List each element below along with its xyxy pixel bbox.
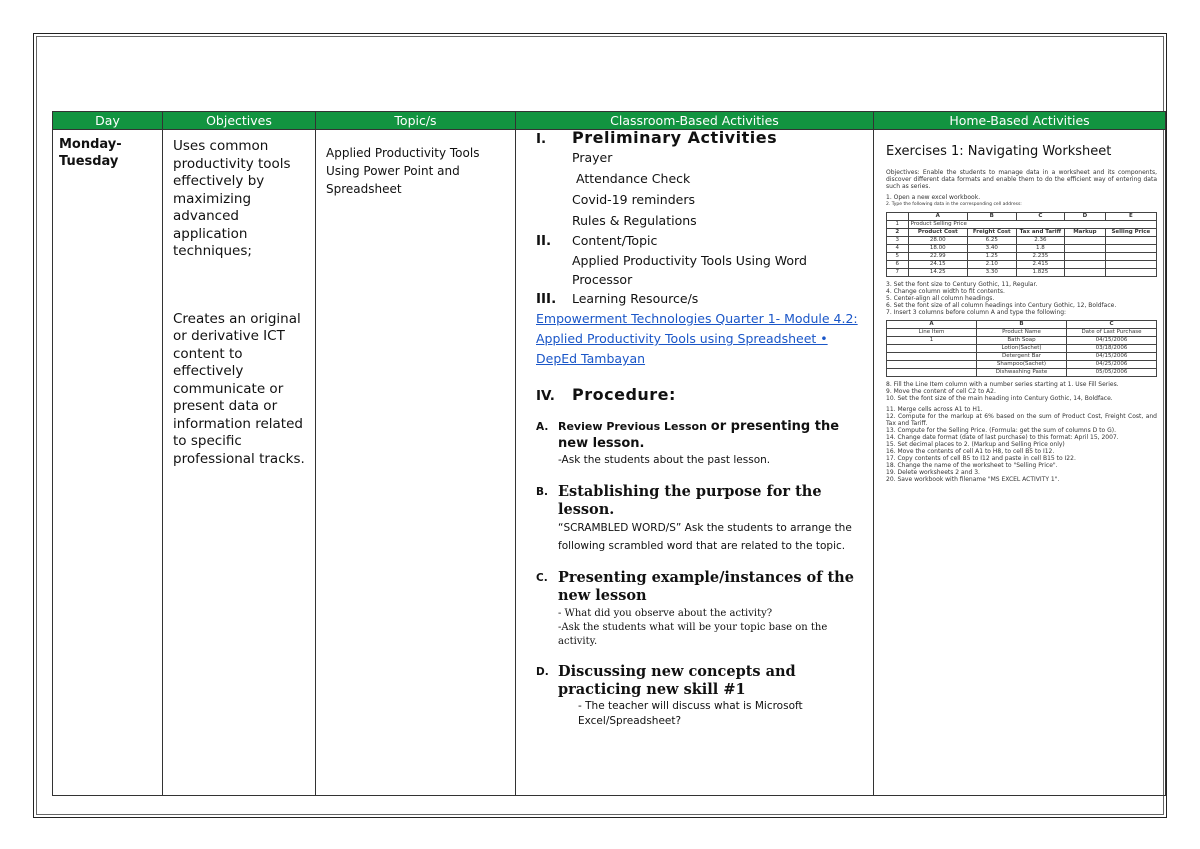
- procedure-b-text: “SCRAMBLED WORD/S” Ask the students to arrange the following scrambled word that are related to the topic.: [558, 522, 852, 552]
- table-cell: Product Name: [977, 329, 1067, 337]
- table-row: [887, 229, 1157, 237]
- procedure-d-text: - The teacher will discuss what is Microsoft Excel/Spreadsheet?: [578, 700, 803, 727]
- table-cell: 2.10: [967, 261, 1016, 269]
- section-3-number: III.: [536, 291, 557, 307]
- procedure-a: [536, 418, 863, 469]
- section-2-number: II.: [536, 233, 552, 249]
- header-row: [53, 112, 1166, 130]
- list-item: Covid-19 reminders: [572, 192, 695, 207]
- topic-text: Applied Productivity Tools Using Power Point and Spreadsheet: [326, 146, 480, 196]
- table-row: [887, 237, 1157, 245]
- table-cell: 14.25: [908, 269, 967, 277]
- procedure-b: [536, 483, 863, 555]
- table-cell: 2.36: [1016, 237, 1065, 245]
- header-day: Day: [53, 112, 163, 130]
- exercise-body: [886, 169, 1157, 483]
- table-cell: 7: [887, 269, 909, 277]
- header-home: Home-Based Activities: [874, 112, 1166, 130]
- table-cell: 3: [887, 237, 909, 245]
- table-cell: 2: [887, 229, 909, 237]
- topic-cell: [316, 130, 516, 796]
- table-cell: 3.40: [967, 245, 1016, 253]
- procedure-c-text-1: - What did you observe about the activity?: [558, 608, 773, 619]
- worksheet-table-2: [886, 320, 1157, 377]
- table-cell: [887, 213, 909, 221]
- exercise-title: Exercises 1: Navigating Worksheet: [886, 144, 1112, 159]
- procedure-a-head: Review Previous Lesson: [558, 420, 707, 433]
- table-cell: 6.25: [967, 237, 1016, 245]
- section-2: [536, 231, 863, 251]
- table-cell: Tax and Tariff: [1016, 229, 1065, 237]
- table-row: [887, 245, 1157, 253]
- exercise-step: 14. Change date format (date of last purchase) to this format: April 15, 2007.: [886, 434, 1119, 441]
- procedure-a-text: -Ask the students about the past lesson.: [558, 454, 771, 466]
- table-row: [887, 269, 1157, 277]
- procedure-c-head: Presenting example/instances of the new lesson: [558, 569, 854, 604]
- section-1: [536, 128, 863, 147]
- exercise-step: 2. Type the following data in the corresponding cell address:: [886, 202, 1022, 207]
- table-row: [887, 261, 1157, 269]
- preliminary-list: [536, 147, 863, 231]
- learning-resource-link[interactable]: Empowerment Technologies Quarter 1- Module 4.2: Applied Productivity Tools using Spreadsheet • DepEd Tambayan: [536, 311, 858, 366]
- header-topics: Topic/s: [316, 112, 516, 130]
- procedure-c: [536, 569, 863, 649]
- table-cell: C: [1016, 213, 1065, 221]
- table-cell: Detergent Bar: [977, 353, 1067, 361]
- exercise-step: 18. Change the name of the worksheet to "Selling Price".: [886, 462, 1058, 469]
- table-cell: Bath Soap: [977, 337, 1067, 345]
- table-cell: Date of Last Purchase: [1067, 329, 1157, 337]
- exercise-step: 3. Set the font size to Century Gothic, 11, Regular.: [886, 281, 1038, 288]
- day-cell: [53, 130, 163, 796]
- table-cell: 2.235: [1016, 253, 1065, 261]
- table-cell: 5: [887, 253, 909, 261]
- procedure-c-text-2: -Ask the students what will be your topic base on the activity.: [558, 622, 828, 647]
- header-objectives: Objectives: [163, 112, 316, 130]
- table-cell: Dishwashing Paste: [977, 369, 1067, 377]
- exercise-step: 17. Copy contents of cell B5 to I12 and paste in cell B15 to I22.: [886, 455, 1076, 462]
- list-item: Prayer: [572, 150, 613, 165]
- table-cell: 03/18/2006: [1067, 345, 1157, 353]
- exercise-step: 8. Fill the Line Item column with a number series starting at 1. Use Fill Series.: [886, 381, 1119, 388]
- worksheet-table-1: [886, 212, 1157, 277]
- procedure-b-head: Establishing the purpose for the lesson.: [558, 483, 822, 518]
- exercise-step: 20. Save workbook with filename "MS EXCEL ACTIVITY 1".: [886, 476, 1060, 483]
- table-cell: Markup: [1065, 229, 1106, 237]
- table-cell: 3.30: [967, 269, 1016, 277]
- section-4: [536, 385, 863, 404]
- table-cell: Freight Cost: [967, 229, 1016, 237]
- table-cell: 28.00: [908, 237, 967, 245]
- table-cell: 1: [887, 337, 977, 345]
- table-cell: Selling Price: [1105, 229, 1156, 237]
- exercise-step: 7. Insert 3 columns before column A and type the following:: [886, 309, 1067, 316]
- exercise-objective: Objectives: Enable the students to manage data in a worksheet and its components, discover different data formats and enable them to do the efficient way of entering data such as series.: [886, 169, 1157, 190]
- list-item: Rules & Regulations: [572, 213, 697, 228]
- table-cell: Line Item: [887, 329, 977, 337]
- table-cell: 04/15/2006: [1067, 337, 1157, 345]
- section-3: [536, 289, 863, 309]
- table-cell: B: [977, 321, 1067, 329]
- table-cell: 1: [887, 221, 909, 229]
- table-row: [887, 337, 1157, 345]
- table-cell: E: [1105, 213, 1156, 221]
- table-cell: 2.415: [1016, 261, 1065, 269]
- plan-row: [53, 130, 1166, 796]
- table-row: [887, 253, 1157, 261]
- exercise-step: 6. Set the font size of all column headings into Century Gothic, 12, Boldface.: [886, 302, 1117, 309]
- table-row: [887, 361, 1157, 369]
- home-cell: [874, 130, 1166, 796]
- exercise-step: 9. Move the content of cell C2 to A2.: [886, 388, 996, 395]
- table-cell: A: [908, 213, 967, 221]
- lesson-plan-table: [52, 111, 1166, 796]
- table-row: [887, 345, 1157, 353]
- exercise-step: 16. Move the contents of cell A1 to H8, to cell B5 to I12.: [886, 448, 1055, 455]
- objectives-cell: [163, 130, 316, 796]
- procedure-b-letter: B.: [536, 486, 548, 498]
- table-cell: 4: [887, 245, 909, 253]
- table-cell: C: [1067, 321, 1157, 329]
- table-cell: 04/25/2006: [1067, 361, 1157, 369]
- table-row: [887, 321, 1157, 329]
- procedure-d-head: Discussing new concepts and practicing new skill #1: [558, 663, 796, 698]
- section-1-title: Preliminary Activities: [572, 128, 778, 147]
- section-3-title: Learning Resource/s: [572, 291, 699, 306]
- table-cell: Product Selling Price: [908, 221, 1156, 229]
- table-cell: 18.00: [908, 245, 967, 253]
- table-cell: A: [887, 321, 977, 329]
- table-cell: Product Cost: [908, 229, 967, 237]
- table-cell: Lotion(Sachet): [977, 345, 1067, 353]
- procedure-a-head-bold: or presenting the new lesson.: [558, 419, 840, 451]
- procedure-d: [536, 663, 863, 729]
- objective-2: Creates an original or derivative ICT content to effectively communicate or present data or information related to specific professional tracks.: [173, 310, 305, 467]
- header-classroom: Classroom-Based Activities: [516, 112, 874, 130]
- section-4-title: Procedure:: [572, 385, 676, 404]
- exercise-step: 19. Delete worksheets 2 and 3.: [886, 469, 980, 476]
- table-row: [887, 369, 1157, 377]
- table-row: [887, 213, 1157, 221]
- table-row: [887, 221, 1157, 229]
- exercise-step: 5. Center-align all column headings.: [886, 295, 995, 302]
- objective-1: Uses common productivity tools effectively by maximizing advanced application techniques;: [173, 138, 291, 259]
- table-cell: 05/05/2006: [1067, 369, 1157, 377]
- table-cell: B: [967, 213, 1016, 221]
- exercise-step: 10. Set the font size of the main heading into Century Gothic, 14, Boldface.: [886, 395, 1113, 402]
- exercise-step: 1. Open a new excel workbook.: [886, 194, 981, 201]
- exercise-step: 11. Merge cells across A1 to H1.: [886, 406, 983, 413]
- table-cell: 6: [887, 261, 909, 269]
- exercise-step: 15. Set decimal places to 2. (Markup and Selling Price only): [886, 441, 1065, 448]
- day-label: Monday-Tuesday: [59, 137, 122, 169]
- procedure-c-letter: C.: [536, 572, 548, 584]
- exercise-step: 13. Compute for the Selling Price. (Formula: get the sum of columns D to G).: [886, 427, 1116, 434]
- table-cell: 1.825: [1016, 269, 1065, 277]
- exercise-step: 4. Change column width to fit contents.: [886, 288, 1005, 295]
- section-2-text: Applied Productivity Tools Using Word Processor: [572, 253, 807, 287]
- table-cell: D: [1065, 213, 1106, 221]
- table-cell: 1.8: [1016, 245, 1065, 253]
- table-cell: Shampoo(Sachet): [977, 361, 1067, 369]
- table-cell: 04/15/2006: [1067, 353, 1157, 361]
- section-2-title: Content/Topic: [572, 233, 658, 248]
- table-row: [887, 353, 1157, 361]
- procedure-a-letter: A.: [536, 421, 549, 433]
- section-4-number: IV.: [536, 388, 555, 404]
- list-item: Attendance Check: [576, 171, 691, 186]
- table-cell: 24.15: [908, 261, 967, 269]
- procedure-d-letter: D.: [536, 666, 549, 678]
- exercise-step: 12. Compute for the markup at 6% based on the sum of Product Cost, Freight Cost, and Tax and Tariff.: [886, 413, 1157, 427]
- table-row: [887, 329, 1157, 337]
- table-cell: 1.25: [967, 253, 1016, 261]
- classroom-cell: [516, 130, 874, 796]
- section-1-number: I.: [536, 131, 547, 147]
- table-cell: 22.99: [908, 253, 967, 261]
